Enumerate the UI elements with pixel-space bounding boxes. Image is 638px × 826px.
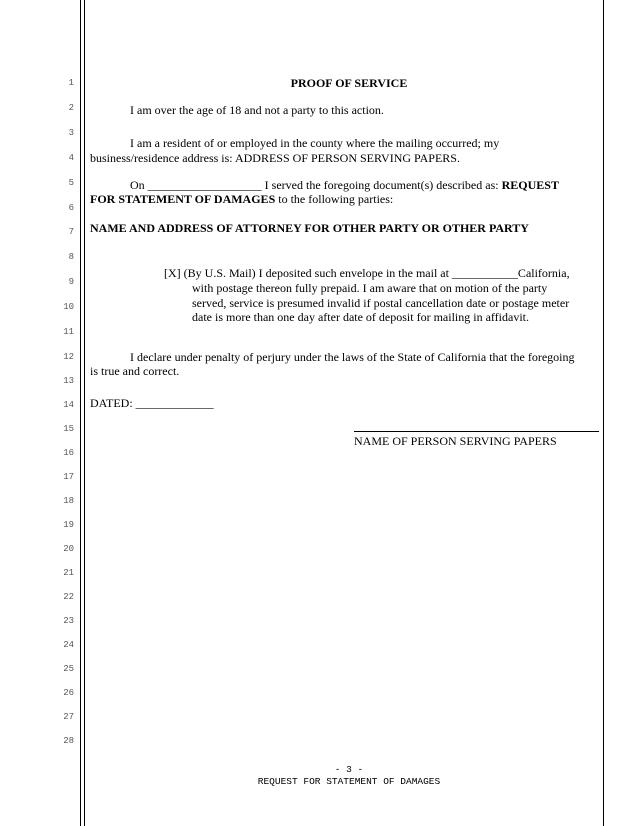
line-number: 10	[63, 302, 74, 312]
line-number: 7	[68, 227, 74, 237]
served-document-bold-cont: FOR STATEMENT OF DAMAGES	[90, 192, 276, 206]
paragraph-served-line2	[90, 192, 393, 206]
line-number: 21	[63, 568, 74, 578]
served-text-end: to the following parties:	[275, 192, 394, 206]
line-number: 24	[63, 640, 74, 650]
attorney-heading: NAME AND ADDRESS OF ATTORNEY FOR OTHER PARTY OR OTHER PARTY	[90, 221, 529, 235]
right-margin-rule	[603, 0, 604, 826]
left-margin-rule-inner	[84, 0, 85, 826]
left-margin-rule-outer	[80, 0, 81, 826]
declaration-line1: I declare under penalty of perjury under the laws of the State of California that the foregoing	[130, 350, 575, 364]
line-number: 25	[63, 664, 74, 674]
mail-service-line4: date is more than one day after date of deposit for mailing in affidavit.	[192, 310, 530, 324]
paragraph-residence-line1: I am a resident of or employed in the county where the mailing occurred; my	[130, 136, 500, 150]
line-number: 2	[68, 103, 74, 113]
line-number: 23	[63, 616, 74, 626]
served-text: On ___________________ I served the foregoing document(s) described as:	[130, 178, 502, 192]
line-number: 26	[63, 688, 74, 698]
declaration-line2: is true and correct.	[90, 364, 180, 378]
paragraph-served-line1	[130, 178, 559, 192]
line-number: 22	[63, 592, 74, 602]
footer-page-number: - 3 -	[334, 764, 364, 775]
line-number: 19	[63, 520, 74, 530]
line-number: 14	[63, 400, 74, 410]
line-number: 28	[63, 736, 74, 746]
mail-service-line2: with postage thereon fully prepaid. I am aware that on motion of the party	[192, 281, 548, 295]
dated-line: DATED: _____________	[90, 396, 214, 410]
footer-title: REQUEST FOR STATEMENT OF DAMAGES	[257, 776, 441, 787]
signature-name: NAME OF PERSON SERVING PAPERS	[354, 434, 557, 448]
line-number: 27	[63, 712, 74, 722]
paragraph-age: I am over the age of 18 and not a party to this action.	[130, 103, 384, 117]
served-document-bold: REQUEST	[501, 178, 559, 192]
mail-service-line1: [X] (By U.S. Mail) I deposited such envelope in the mail at ___________California,	[164, 266, 570, 280]
line-number: 17	[63, 472, 74, 482]
line-number: 3	[68, 128, 74, 138]
line-number: 16	[63, 448, 74, 458]
paragraph-residence-line2: business/residence address is: ADDRESS OF PERSON SERVING PAPERS.	[90, 151, 460, 165]
line-number: 6	[68, 203, 74, 213]
signature-line	[354, 431, 599, 432]
document-title: PROOF OF SERVICE	[290, 76, 408, 90]
line-number: 1	[68, 78, 74, 88]
line-number: 18	[63, 496, 74, 506]
line-number: 12	[63, 352, 74, 362]
line-number: 13	[63, 376, 74, 386]
line-number: 11	[63, 327, 74, 337]
line-number: 5	[68, 178, 74, 188]
line-number: 8	[68, 252, 74, 262]
line-number: 9	[68, 277, 74, 287]
line-number: 15	[63, 424, 74, 434]
line-number: 20	[63, 544, 74, 554]
mail-service-line3: served, service is presumed invalid if postal cancellation date or postage meter	[192, 296, 570, 310]
line-number: 4	[68, 153, 74, 163]
